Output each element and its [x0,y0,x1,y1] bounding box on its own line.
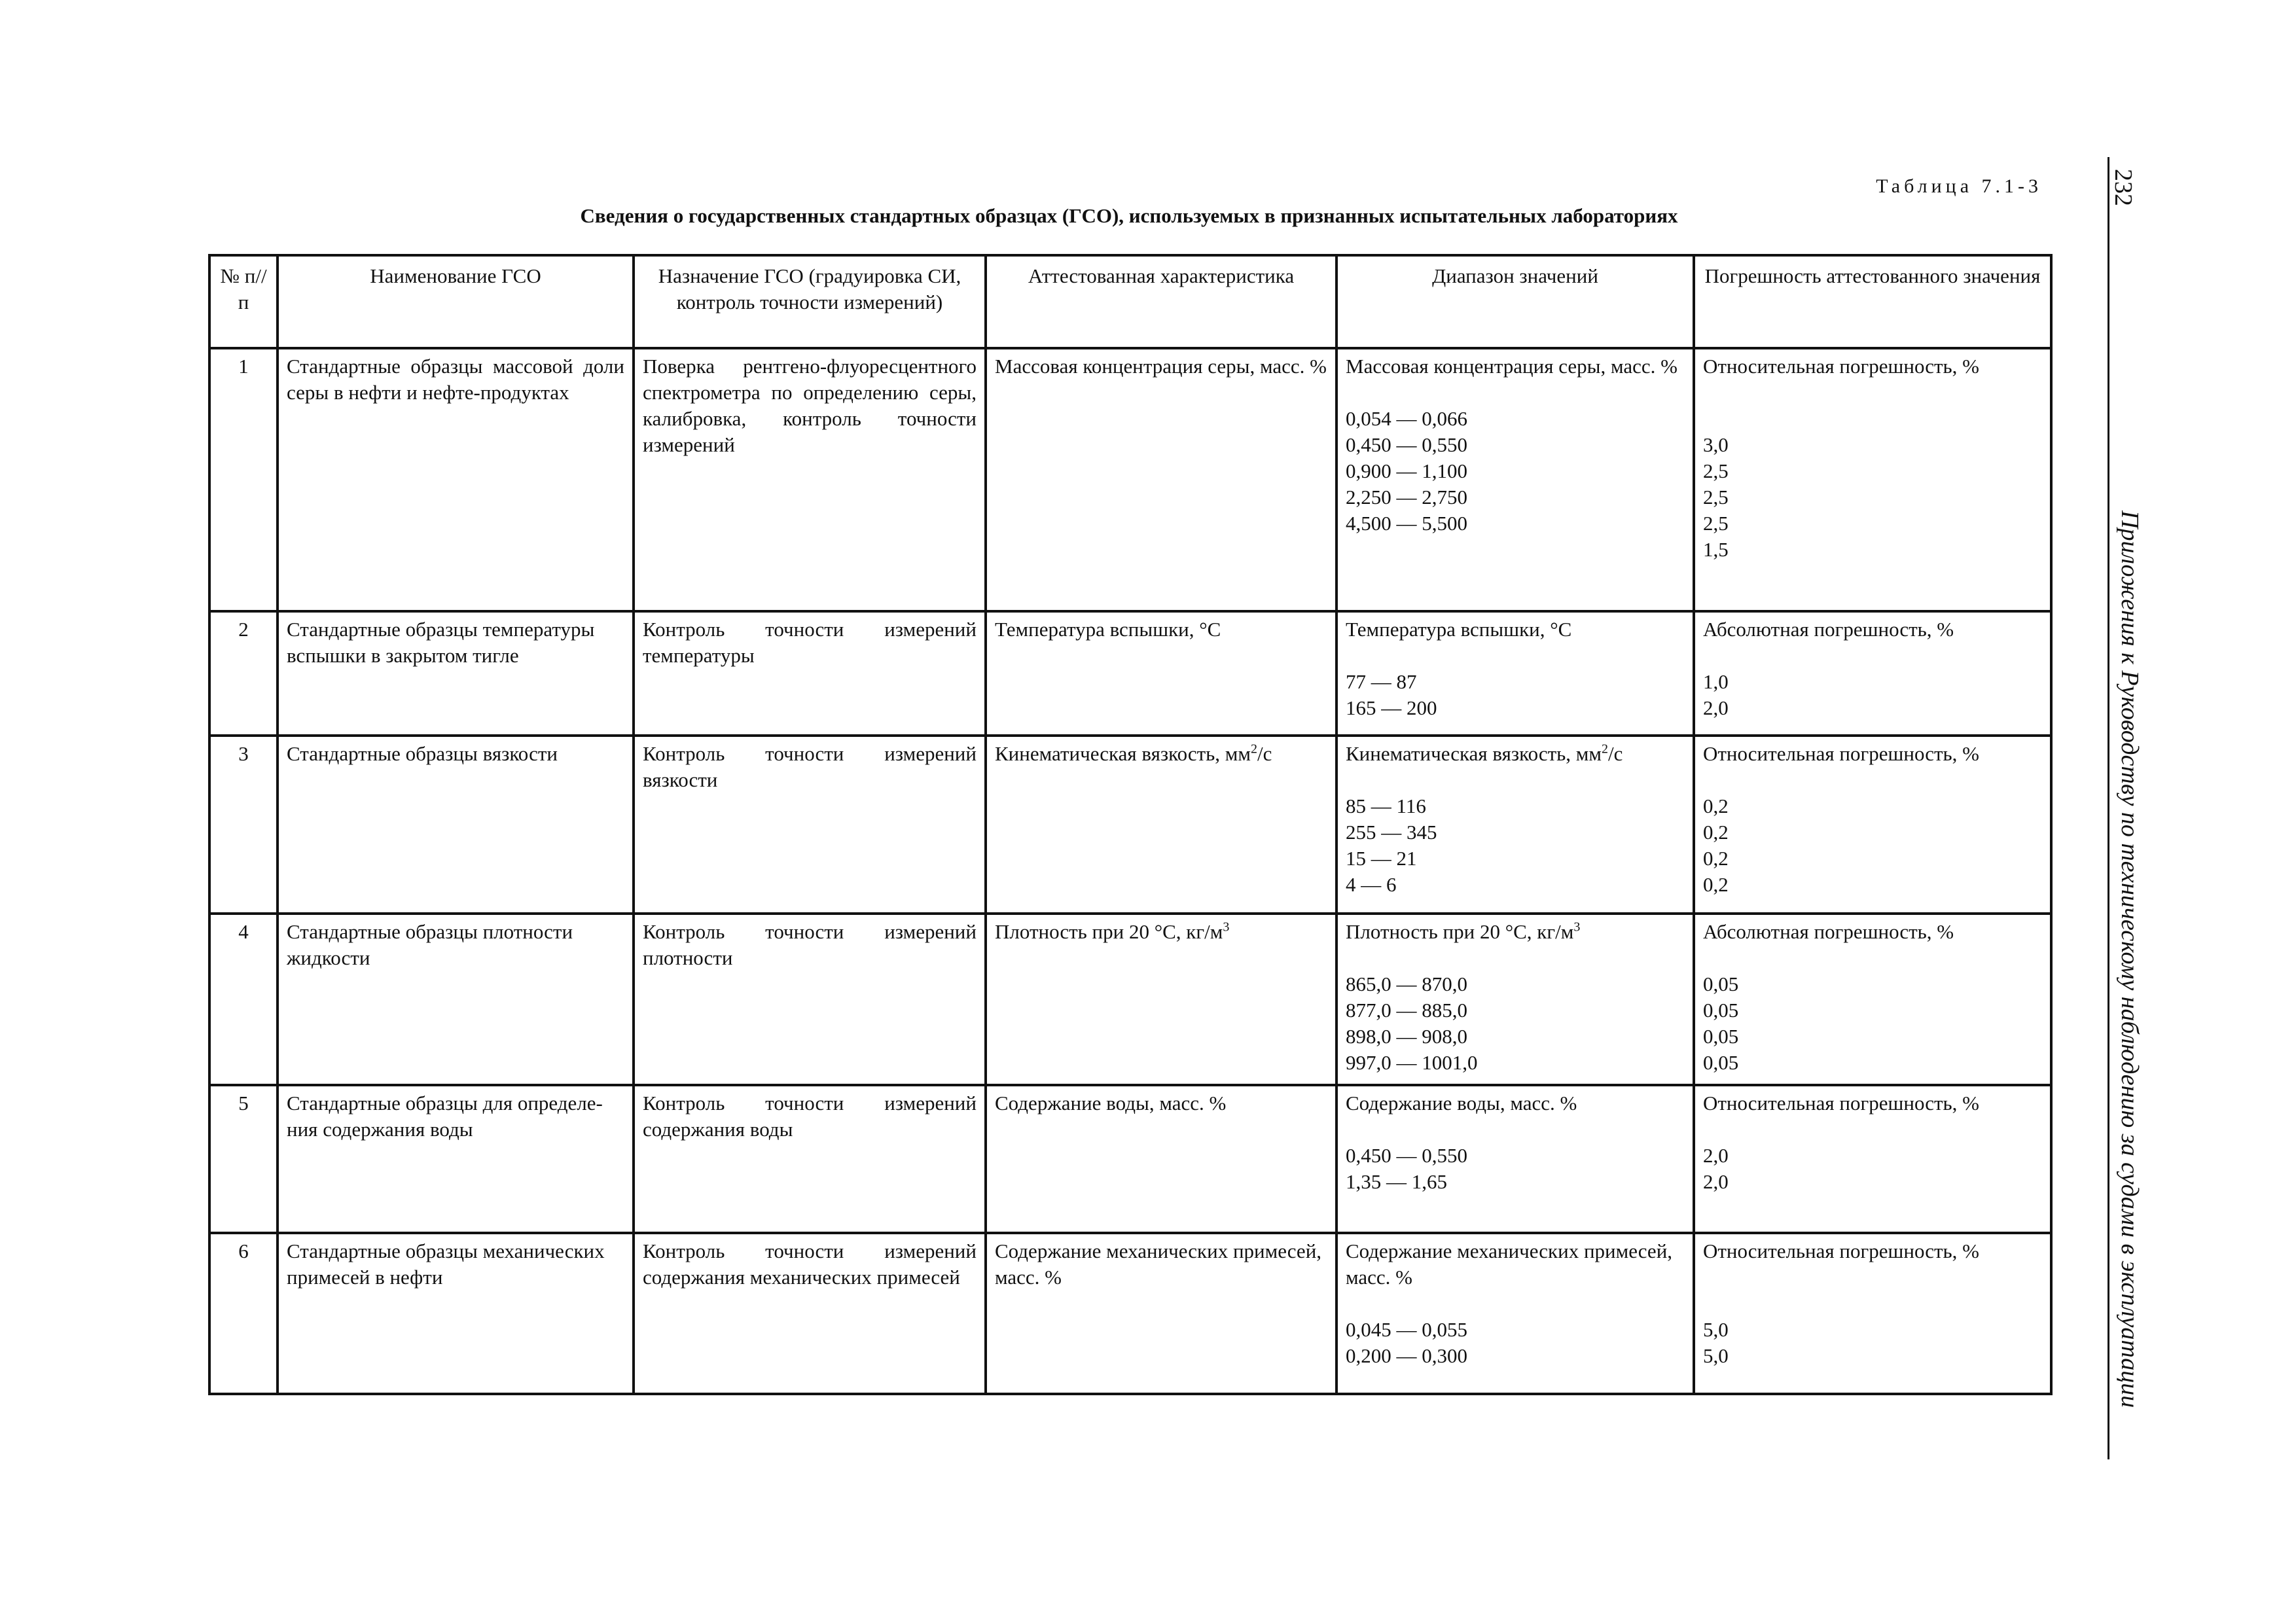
characteristic-text: Плотность при 20 °С, кг/м [995,920,1223,943]
range-value: 1,35 — 1,65 [1346,1170,1447,1193]
table-row [209,914,2051,1085]
unit-superscript: 3 [1573,919,1581,935]
error-value: 2,5 [1703,486,1729,508]
table-row [209,736,2051,914]
gso-name: Стандартные образцы механических примесей в нефти [278,1233,634,1394]
range-header [1346,741,1685,767]
error-value: 5,0 [1703,1318,1729,1341]
gso-purpose: Контроль точности измерений содержания воды [634,1085,986,1233]
certified-characteristic: Массовая концентрация серы, масс. % [986,348,1336,611]
page-edge-rule [2108,157,2109,1459]
range-value: 0,045 — 0,055 [1346,1318,1467,1341]
error-value: 2,0 [1703,1170,1729,1193]
range-value: 85 — 116 [1346,794,1426,817]
page-number: 232 [2109,169,2137,206]
error-value: 0,05 [1703,972,1739,995]
gso-purpose: Поверка рентгено-флуоресцентного спектрометра по определению серы, калибровка, контроль точности измерений [634,348,986,611]
col-header-range: Диапазон значений [1336,255,1694,348]
gso-name: Стандартные образцы массовой доли серы в нефти и нефте-продуктах [278,348,634,611]
col-header-name: Наименование ГСО [278,255,634,348]
gso-purpose: Контроль точности измерений температуры [634,611,986,736]
range-value: 865,0 — 870,0 [1346,972,1467,995]
range-value: 165 — 200 [1346,696,1437,719]
error-value: 3,0 [1703,433,1729,456]
row-number: 5 [209,1085,278,1233]
error-header: Абсолютная погрешность, % [1703,920,1954,943]
value-range [1336,914,1694,1085]
unit-superscript: 2 [1602,741,1609,757]
range-header-text: Плотность при 20 °С, кг/м [1346,920,1574,943]
range-header: Содержание воды, масс. % [1346,1092,1577,1115]
range-value: 255 — 345 [1346,821,1437,844]
range-value: 0,200 — 0,300 [1346,1344,1467,1367]
error-value: 2,5 [1703,459,1729,482]
unit-superscript: 2 [1251,741,1258,757]
col-header-number: № п//п [209,255,278,348]
range-value: 877,0 — 885,0 [1346,999,1467,1022]
table-row [209,611,2051,736]
table-row [209,1085,2051,1233]
row-number: 4 [209,914,278,1085]
table-row [209,348,2051,611]
range-value: 0,450 — 0,550 [1346,433,1467,456]
range-value: 77 — 87 [1346,670,1417,693]
unit-superscript: 3 [1223,919,1230,935]
error-value: 5,0 [1703,1344,1729,1367]
range-header-text: Кинематическая вязкость, мм [1346,742,1602,765]
running-header: Приложения к Руководству по техническому наблюдению за судами в эксплуатации [2116,510,2144,1408]
certified-characteristic [986,914,1336,1085]
characteristic-unit: /с [1257,742,1272,765]
row-number: 2 [209,611,278,736]
error-value: 1,0 [1703,670,1729,693]
range-header: Массовая концентрация серы, масс. % [1346,355,1677,378]
error-value: 0,05 [1703,999,1739,1022]
range-value: 0,054 — 0,066 [1346,407,1467,430]
value-error [1694,914,2051,1085]
row-number: 6 [209,1233,278,1394]
gso-name: Стандартные образцы вязкости [278,736,634,914]
range-value: 0,900 — 1,100 [1346,459,1467,482]
range-value: 0,450 — 0,550 [1346,1144,1467,1167]
error-value: 0,05 [1703,1025,1739,1048]
certified-characteristic [986,736,1336,914]
col-header-characteristic: Аттестованная характеристика [986,255,1336,348]
gso-purpose: Контроль точности измерений содержания механических примесей [634,1233,986,1394]
error-header: Абсолютная погрешность, % [1703,618,1954,641]
value-range [1336,348,1694,611]
error-value: 0,2 [1703,847,1729,870]
value-range [1336,611,1694,736]
range-value: 4,500 — 5,500 [1346,512,1467,535]
error-value: 2,0 [1703,1144,1729,1167]
gso-table [208,254,2053,1395]
table-row [209,1233,2051,1394]
error-value: 0,05 [1703,1051,1739,1074]
certified-characteristic: Температура вспышки, °С [986,611,1336,736]
range-value: 2,250 — 2,750 [1346,486,1467,508]
gso-name: Стандартные образцы для определе-ния содержания воды [278,1085,634,1233]
value-range [1336,736,1694,914]
range-value: 4 — 6 [1346,873,1397,896]
error-value: 1,5 [1703,538,1729,561]
range-header: Температура вспышки, °С [1346,618,1572,641]
table-title: Сведения о государственных стандартных образцах (ГСО), используемых в признанных испытательных лабораториях [580,204,1678,227]
range-value: 997,0 — 1001,0 [1346,1051,1478,1074]
gso-purpose: Контроль точности измерений плотности [634,914,986,1085]
certified-characteristic: Содержание механических примесей, масс. % [986,1233,1336,1394]
error-value: 0,2 [1703,794,1729,817]
table-header-row [209,255,2051,348]
value-error [1694,736,2051,914]
error-header: Относительная погрешность, % [1703,1240,1979,1262]
table-number: Таблица 7.1-3 [1876,175,2042,197]
col-header-purpose: Назначение ГСО (градуировка СИ, контроль точности измерений) [634,255,986,348]
range-header: Содержание механических примесей, масс. % [1346,1240,1673,1289]
col-header-error: Погрешность аттестованного значения [1694,255,2051,348]
range-value: 15 — 21 [1346,847,1417,870]
value-range [1336,1233,1694,1394]
range-header-unit: /с [1608,742,1623,765]
range-header [1346,919,1685,945]
error-header: Относительная погрешность, % [1703,355,1979,378]
value-error [1694,1085,2051,1233]
row-number: 3 [209,736,278,914]
gso-purpose: Контроль точности измерений вязкости [634,736,986,914]
gso-name: Стандартные образцы температуры вспышки в закрытом тигле [278,611,634,736]
range-value: 898,0 — 908,0 [1346,1025,1467,1048]
value-error [1694,1233,2051,1394]
gso-name: Стандартные образцы плотности жидкости [278,914,634,1085]
certified-characteristic: Содержание воды, масс. % [986,1085,1336,1233]
characteristic-text: Кинематическая вязкость, мм [995,742,1251,765]
row-number: 1 [209,348,278,611]
value-error [1694,611,2051,736]
value-error [1694,348,2051,611]
error-value: 0,2 [1703,821,1729,844]
error-value: 2,0 [1703,696,1729,719]
value-range [1336,1085,1694,1233]
error-header: Относительная погрешность, % [1703,1092,1979,1115]
error-header: Относительная погрешность, % [1703,742,1979,765]
error-value: 0,2 [1703,873,1729,896]
error-value: 2,5 [1703,512,1729,535]
